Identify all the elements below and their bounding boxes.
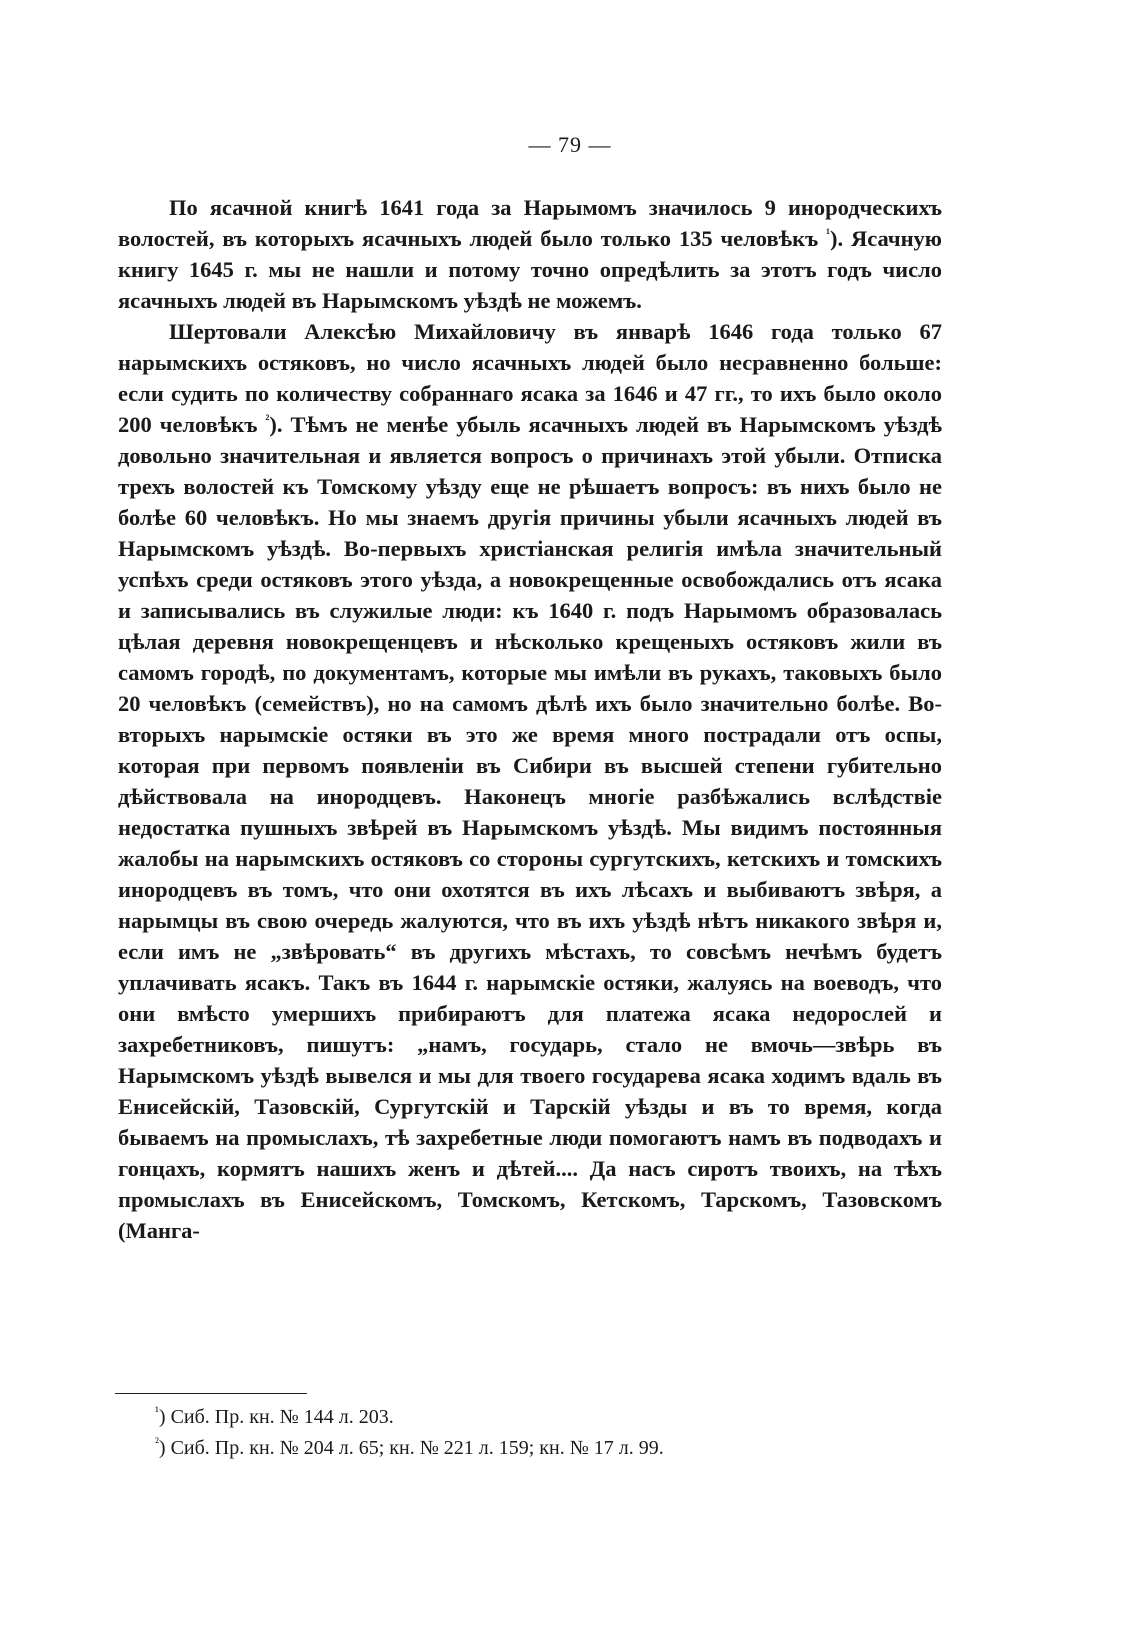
footnote-1-text: ) Сиб. Пр. кн. № 144 л. 203. <box>158 1406 394 1428</box>
footnote-1 <box>155 1402 955 1433</box>
paragraph-1-text-b: ). Ясачную книгу 1645 г. мы не нашли и потому точно опредѣлить за этотъ годъ число ясачныхъ людей въ Нарымскомъ уѣздѣ не можемъ. <box>118 226 943 313</box>
paragraph-2 <box>118 316 942 1246</box>
footnote-2-mark: ² <box>155 1434 159 1450</box>
paragraph-2-text-a: Шертовали Алексѣю Михайловичу въ январѣ 1646 года только 67 нарымскихъ остяковъ, но число ясачныхъ людей было несравненно больше: если судить по количеству собраннаго ясака за 1646 и 47 гг., то ихъ было около 200 человѣкъ <box>118 319 942 437</box>
footnote-ref-2: ² <box>265 411 270 427</box>
page-number: — 79 — <box>528 132 612 157</box>
paragraph-2-text-b: ). Тѣмъ не менѣе убыль ясачныхъ людей въ Нарымскомъ уѣздѣ довольно значительная и является вопросъ о причинахъ этой убыли. Отписка трехъ волостей къ Томскому уѣзду еще не рѣшаетъ вопросъ: въ нихъ было не болѣе 60 человѣкъ. Но мы знаемъ другія причины убыли ясачныхъ людей въ Нарымскомъ уѣздѣ. Во-первыхъ христіанская религія имѣла значительный успѣхъ среди остяковъ этого уѣзда, а новокрещенные освобождались отъ ясака и записывались въ служилые люди: къ 1640 г. подъ Нарымомъ образовалась цѣлая деревня новокрещенцевъ и нѣсколько крещеныхъ остяковъ жили въ самомъ городѣ, по документамъ, которые мы имѣли въ рукахъ, таковыхъ было 20 человѣкъ (семействъ), но на самомъ дѣлѣ ихъ было значительно болѣе. Во-вторыхъ нарымскіе остяки въ это же время много пострадали отъ оспы, которая при первомъ появленіи въ Сибири въ высшей степени губительно дѣйствовала на инородцевъ. Наконецъ многіе разбѣжались вслѣдствіе недостатка пушныхъ звѣрей въ Нарымскомъ уѣздѣ. Мы видимъ постоянныя жалобы на нарымскихъ остяковъ со стороны сургутскихъ, кетскихъ и томскихъ инородцевъ въ томъ, что они охотятся въ ихъ лѣсахъ и выбиваютъ звѣря, а нарымцы въ свою очередь жалуются, что въ ихъ уѣздѣ нѣтъ никакого звѣря и, если имъ не „звѣровать“ въ другихъ мѣстахъ, то совсѣмъ нечѣмъ будетъ уплачивать ясакъ. Такъ въ 1644 г. нарымскіе остяки, жалуясь на воеводъ, что они вмѣсто умершихъ прибираютъ для платежа ясака недорослей и захребетниковъ, пишутъ: „намъ, государь, стало не вмочь—звѣрь въ Нарымскомъ уѣздѣ вывелся и мы для твоего государева ясака ходимъ вдаль въ Енисейскій, Тазовскій, Сургутскій и Тарскій уѣзды и въ то время, когда бываемъ на промыслахъ, тѣ захребетные люди помогаютъ намъ въ подводахъ и гонцахъ, кормятъ нашихъ женъ и дѣтей.... Да насъ сиротъ твоихъ, на тѣхъ промыслахъ въ Енисейскомъ, Томскомъ, Кетскомъ, Тарскомъ, Тазовскомъ (Манга- <box>118 412 942 1243</box>
paragraph-1-text-a: По ясачной книгѣ 1641 года за Нарымомъ значилось 9 инородческихъ волостей, въ которыхъ ясачныхъ людей было только 135 человѣкъ <box>118 195 942 251</box>
footnote-2 <box>155 1433 955 1464</box>
footnotes <box>155 1402 955 1464</box>
footnote-ref-1: ¹ <box>826 225 831 241</box>
footnote-2-text: ) Сиб. Пр. кн. № 204 л. 65; кн. № 221 л. 159; кн. № 17 л. 99. <box>158 1437 664 1459</box>
paragraph-1 <box>118 192 942 316</box>
main-text <box>118 192 942 1246</box>
footnote-1-mark: ¹ <box>155 1403 159 1419</box>
footnote-divider <box>115 1393 307 1394</box>
